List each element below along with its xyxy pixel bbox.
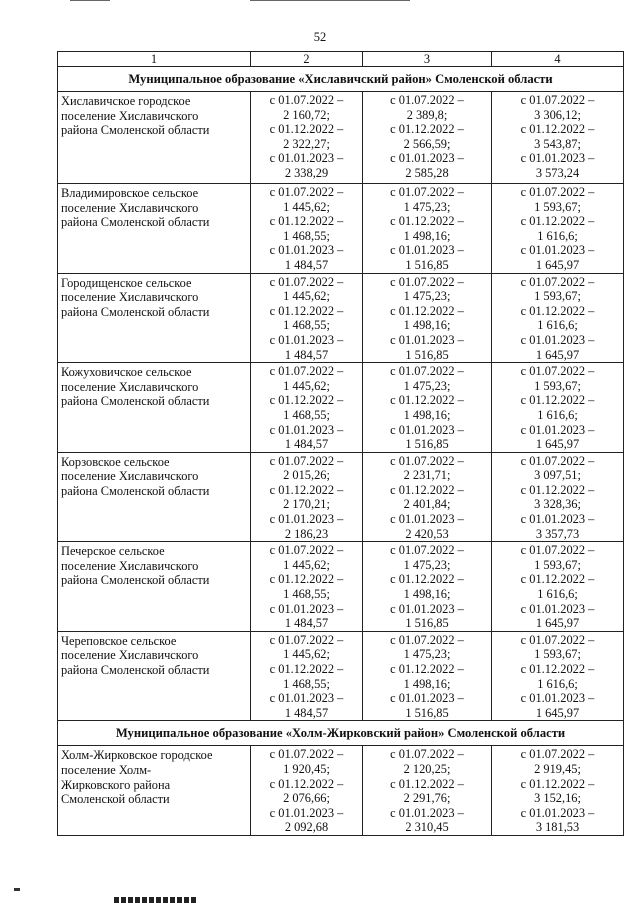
settlement-name-line: района Смоленской области [61,215,210,230]
tariff-cell-c2 [251,273,363,363]
section-title: Муниципальное образование «Хиславичский район» Смоленской области [58,67,624,92]
tariff-date-line: с 01.07.2022 – [269,543,344,558]
tariff-date-line: с 01.01.2023 – [520,805,595,820]
settlement-name-line: поселение Холм- [61,762,152,777]
settlement-name-cell [58,631,251,721]
tariff-date-line: с 01.07.2022 – [390,543,464,558]
tariff-value-line: 2 015,26; [283,468,330,483]
tariff-cell-c4 [492,363,624,453]
tariff-date-line: с 01.01.2023 – [269,243,344,258]
tariff-value-line: 1 498,16; [403,318,451,333]
tariff-value-line: 2 585,28 [405,165,449,180]
tariff-date-line: с 01.12.2022 – [390,482,464,497]
tariff-value-line: 1 593,67; [534,647,581,662]
tariff-value-line: 1 484,57 [284,257,329,272]
tariff-value-line: 1 616,6; [537,676,578,691]
tariff-value-line: 1 475,23; [403,557,451,572]
column-number: 4 [492,52,624,67]
table-row [58,273,624,363]
tariff-cell-c4 [492,631,624,721]
tariff-date-line: с 01.07.2022 – [390,364,464,379]
tariff-cell-c2 [251,363,363,453]
tariff-cell-c4 [492,92,624,184]
tariff-date-line: с 01.12.2022 – [520,776,595,791]
tariff-date-line: с 01.01.2023 – [390,691,464,706]
tariff-date-line: с 01.07.2022 – [269,632,344,647]
tariff-cell-c4 [492,273,624,363]
tariff-cell-c2 [251,746,363,836]
tariff-cell-c3 [363,184,492,274]
tariff-date-line: с 01.07.2022 – [390,747,464,762]
tariff-date-line: с 01.01.2023 – [520,601,595,616]
tariff-value-line: 3 543,87; [534,136,581,151]
tariff-date-line: с 01.07.2022 – [520,93,595,107]
settlement-name-line: поселение Хиславичского [61,379,199,394]
tariff-date-line: с 01.07.2022 – [269,185,344,199]
tariff-value-line: 1 484,57 [284,616,329,631]
tariff-date-line: с 01.07.2022 – [269,453,344,468]
tariff-value-line: 1 645,97 [535,705,580,720]
tariff-value-line: 1 445,62; [283,557,330,572]
tariff-value-line: 1 516,85 [405,705,449,720]
tariff-cell-c4 [492,746,624,836]
settlement-name-line: поселение Хиславичского [61,200,199,215]
tariff-date-line: с 01.12.2022 – [520,572,595,587]
tariff-value-line: 1 645,97 [535,616,580,631]
tariff-cell-c3 [363,92,492,184]
tariff-date-line: с 01.12.2022 – [269,662,344,676]
tariff-value-line: 1 593,67; [534,557,581,572]
tariff-value-line: 2 160,72; [283,107,330,122]
tariff-cell-c3 [363,542,492,632]
tariff-date-line: с 01.01.2023 – [390,422,464,437]
settlement-name-line: Череповское сельское [61,633,177,648]
tariff-value-line: 3 573,24 [535,165,580,180]
settlement-name-line: района Смоленской области [61,573,210,588]
tariff-value-line: 1 468,55; [283,228,330,243]
settlement-name-line: Хиславичское городское [61,94,191,108]
tariff-date-line: с 01.07.2022 – [269,93,344,107]
tariff-date-line: с 01.12.2022 – [520,393,595,408]
page-number: 52 [313,30,327,44]
tariff-value-line: 2 919,45; [534,761,581,776]
tariff-date-line: с 01.12.2022 – [390,214,464,229]
tariff-date-line: с 01.07.2022 – [520,453,595,468]
settlement-name-line: поселение Хиславичского [61,469,199,484]
tariff-date-line: с 01.07.2022 – [520,185,595,199]
tariff-date-line: с 01.07.2022 – [269,364,344,379]
settlement-name-line: Городищенское сельское [61,275,192,290]
settlement-name-cell [58,92,251,184]
tariff-date-line: с 01.01.2023 – [520,422,595,437]
tariff-table [57,51,624,836]
tariff-value-line: 1 920,45; [283,761,330,776]
tariff-value-line: 1 468,55; [283,676,330,691]
tariff-cell-c4 [492,452,624,542]
tariff-date-line: с 01.07.2022 – [520,274,595,289]
scan-mark [14,888,20,891]
tariff-value-line: 1 498,16; [403,407,451,422]
tariff-value-line: 2 389,8; [406,107,448,122]
scan-mark [114,897,196,903]
column-number-row [58,52,624,67]
tariff-value-line: 1 468,55; [283,318,330,333]
tariff-date-line: с 01.12.2022 – [520,214,595,229]
tariff-value-line: 2 401,84; [403,497,451,512]
tariff-cell-c2 [251,542,363,632]
tariff-value-line: 3 328,36; [534,497,581,512]
settlement-name-cell [58,184,251,274]
tariff-value-line: 2 420,53 [405,526,449,541]
tariff-date-line: с 01.01.2023 – [269,601,344,616]
tariff-value-line: 1 616,6; [537,587,578,602]
top-edge-mark [70,0,110,1]
tariff-value-line: 1 593,67; [534,289,581,304]
tariff-value-line: 1 475,23; [403,289,451,304]
tariff-date-line: с 01.07.2022 – [520,632,595,647]
tariff-date-line: с 01.12.2022 – [520,122,595,137]
tariff-value-line: 1 516,85 [405,257,449,272]
tariff-cell-c2 [251,631,363,721]
tariff-value-line: 1 445,62; [283,199,330,214]
tariff-value-line: 1 484,57 [284,347,329,362]
tariff-value-line: 1 468,55; [283,587,330,602]
tariff-value-line: 1 475,23; [403,199,451,214]
tariff-value-line: 1 516,85 [405,616,449,631]
tariff-date-line: с 01.12.2022 – [269,572,344,587]
tariff-date-line: с 01.12.2022 – [269,393,344,408]
tariff-cell-c3 [363,363,492,453]
tariff-value-line: 1 475,23; [403,378,451,393]
tariff-value-line: 1 484,57 [284,437,329,452]
tariff-value-line: 1 468,55; [283,407,330,422]
tariff-value-line: 2 322,27; [283,136,330,151]
tariff-value-line: 1 616,6; [537,228,578,243]
table-row [58,452,624,542]
tariff-value-line: 1 516,85 [405,437,449,452]
tariff-date-line: с 01.01.2023 – [269,422,344,437]
table-row [58,631,624,721]
settlement-name-line: Владимировское сельское [61,186,199,200]
tariff-cell-c3 [363,746,492,836]
tariff-value-line: 1 498,16; [403,587,451,602]
tariff-value-line: 3 152,16; [534,791,581,806]
tariff-date-line: с 01.07.2022 – [520,543,595,558]
tariff-cell-c2 [251,92,363,184]
table-row [58,363,624,453]
tariff-date-line: с 01.12.2022 – [520,662,595,676]
settlement-name-line: поселение Хиславичского [61,290,199,305]
tariff-value-line: 2 076,66; [283,791,330,806]
tariff-date-line: с 01.01.2023 – [390,512,464,527]
tariff-date-line: с 01.07.2022 – [269,274,344,289]
column-number: 1 [58,52,251,67]
tariff-value-line: 1 445,62; [283,289,330,304]
tariff-cell-c2 [251,184,363,274]
tariff-date-line: с 01.12.2022 – [269,303,344,318]
tariff-date-line: с 01.01.2023 – [390,243,464,258]
tariff-value-line: 2 566,59; [403,136,451,151]
tariff-value-line: 1 593,67; [534,199,581,214]
settlement-name-line: Печерское сельское [61,544,165,559]
tariff-value-line: 2 186,23 [284,526,329,541]
settlement-name-line: района Смоленской области [61,394,210,409]
table-row [58,92,624,184]
settlement-name-line: поселение Хиславичского [61,558,199,573]
settlement-name-line: района Смоленской области [61,123,210,138]
settlement-name-line: Жирковского района [61,777,171,792]
tariff-cell-c4 [492,184,624,274]
settlement-name-cell [58,452,251,542]
tariff-date-line: с 01.12.2022 – [390,122,464,137]
tariff-date-line: с 01.07.2022 – [269,747,344,762]
tariff-date-line: с 01.01.2023 – [269,332,344,347]
tariff-date-line: с 01.12.2022 – [520,303,595,318]
tariff-date-line: с 01.01.2023 – [520,512,595,527]
settlement-name-line: поселение Хиславичского [61,108,199,123]
tariff-date-line: с 01.12.2022 – [269,482,344,497]
tariff-value-line: 1 645,97 [535,257,580,272]
settlement-name-line: Холм-Жирковское городское [61,748,213,763]
tariff-cell-c3 [363,631,492,721]
tariff-date-line: с 01.12.2022 – [390,572,464,587]
tariff-date-line: с 01.01.2023 – [269,691,344,706]
tariff-date-line: с 01.01.2023 – [390,601,464,616]
settlement-name-line: Кожуховичское сельское [61,365,192,380]
tariff-date-line: с 01.07.2022 – [390,453,464,468]
tariff-cell-c3 [363,273,492,363]
tariff-date-line: с 01.07.2022 – [390,274,464,289]
settlement-name-cell [58,746,251,836]
tariff-date-line: с 01.07.2022 – [390,185,464,199]
settlement-name-cell [58,542,251,632]
tariff-value-line: 1 645,97 [535,347,580,362]
tariff-date-line: с 01.07.2022 – [520,747,595,762]
column-number: 3 [363,52,492,67]
section-header-row [58,721,624,746]
tariff-cell-c4 [492,542,624,632]
settlement-name-line: поселение Хиславичского [61,648,199,663]
column-number: 2 [251,52,363,67]
tariff-date-line: с 01.01.2023 – [269,512,344,527]
tariff-date-line: с 01.12.2022 – [390,303,464,318]
tariff-date-line: с 01.07.2022 – [390,93,464,107]
tariff-value-line: 2 120,25; [403,761,451,776]
settlement-name-cell [58,273,251,363]
tariff-cell-c2 [251,452,363,542]
tariff-value-line: 1 484,57 [284,705,329,720]
tariff-date-line: с 01.01.2023 – [390,332,464,347]
section-header-row [58,67,624,92]
tariff-value-line: 1 498,16; [403,676,451,691]
tariff-date-line: с 01.01.2023 – [269,151,344,166]
tariff-value-line: 1 593,67; [534,378,581,393]
tariff-value-line: 1 616,6; [537,318,578,333]
tariff-date-line: с 01.12.2022 – [269,214,344,229]
tariff-date-line: с 01.01.2023 – [520,332,595,347]
tariff-value-line: 1 475,23; [403,647,451,662]
tariff-date-line: с 01.12.2022 – [390,662,464,676]
tariff-date-line: с 01.01.2023 – [520,691,595,706]
tariff-date-line: с 01.12.2022 – [520,482,595,497]
table-row [58,542,624,632]
table-row [58,184,624,274]
tariff-date-line: с 01.12.2022 – [269,122,344,137]
tariff-date-line: с 01.01.2023 – [520,243,595,258]
tariff-date-line: с 01.12.2022 – [269,776,344,791]
settlement-name-line: Смоленской области [61,792,170,807]
tariff-date-line: с 01.01.2023 – [269,805,344,820]
tariff-value-line: 1 616,6; [537,407,578,422]
tariff-cell-c3 [363,452,492,542]
tariff-value-line: 2 310,45 [405,820,449,835]
settlement-name-line: района Смоленской области [61,483,210,498]
tariff-value-line: 2 092,68 [284,820,329,835]
settlement-name-cell [58,363,251,453]
tariff-date-line: с 01.01.2023 – [390,805,464,820]
tariff-value-line: 1 445,62; [283,647,330,662]
tariff-value-line: 1 645,97 [535,437,580,452]
top-edge-mark [250,0,410,1]
tariff-value-line: 1 445,62; [283,378,330,393]
tariff-value-line: 1 498,16; [403,228,451,243]
tariff-date-line: с 01.07.2022 – [390,632,464,647]
tariff-value-line: 3 181,53 [535,820,580,835]
tariff-date-line: с 01.01.2023 – [390,151,464,166]
tariff-date-line: с 01.12.2022 – [390,776,464,791]
tariff-date-line: с 01.01.2023 – [520,151,595,166]
tariff-value-line: 2 291,76; [403,791,451,806]
tariff-value-line: 3 306,12; [534,107,581,122]
settlement-name-line: района Смоленской области [61,304,210,319]
tariff-date-line: с 01.12.2022 – [390,393,464,408]
table-row [58,746,624,836]
tariff-value-line: 3 097,51; [534,468,581,483]
tariff-value-line: 2 231,71; [403,468,451,483]
tariff-value-line: 2 170,21; [283,497,330,512]
section-title: Муниципальное образование «Холм-Жирковский район» Смоленской области [58,721,624,746]
tariff-value-line: 2 338,29 [284,165,329,180]
tariff-value-line: 1 516,85 [405,347,449,362]
settlement-name-line: района Смоленской области [61,663,210,677]
tariff-date-line: с 01.07.2022 – [520,364,595,379]
tariff-value-line: 3 357,73 [535,526,580,541]
settlement-name-line: Корзовское сельское [61,454,170,469]
